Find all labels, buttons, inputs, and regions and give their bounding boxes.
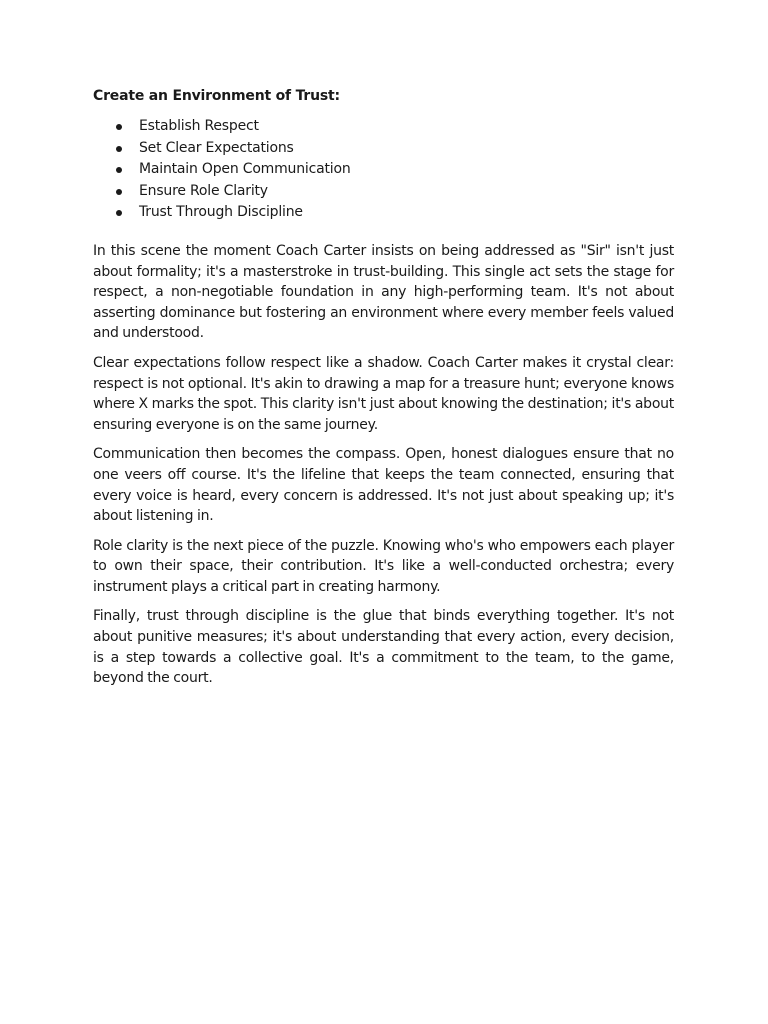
paragraph-respect: In this scene the moment Coach Carter insists on being addressed as "Sir" isn't just about formality; it's a masterstroke in trust-building. This single act sets the stage for respect, a non-negotiable foundation in any high-performing team. It's not about asserting dominance but fostering an environment where every member feels valued and understood. xyxy=(93,242,674,342)
bullet-item xyxy=(93,202,674,224)
paragraph-communication: Communication then becomes the compass. Open, honest dialogues ensure that no one veers off course. It's the lifeline that keeps the team connected, ensuring that every voice is heard, every concern is addressed. It's not just about speaking up; it's about listening in. xyxy=(93,446,674,525)
bullet-item xyxy=(93,181,674,203)
bullet-item xyxy=(93,116,674,138)
bullet-text: Ensure Role Clarity xyxy=(139,182,268,199)
bullet-dot-icon xyxy=(116,124,122,130)
bullet-dot-icon xyxy=(116,210,122,216)
bullet-text: Maintain Open Communication xyxy=(139,161,351,178)
paragraph-role-clarity: Role clarity is the next piece of the puzzle. Knowing who's who empowers each player to own their space, their contribution. It's like a well-conducted orchestra; every instrument plays a critical part in creating harmony. xyxy=(93,537,674,595)
bullet-dot-icon xyxy=(116,146,122,152)
bullet-item xyxy=(93,138,674,160)
bullet-text: Establish Respect xyxy=(139,118,259,134)
document-page xyxy=(93,86,674,698)
paragraph-discipline: Finally, trust through discipline is the glue that binds everything together. It's not about punitive measures; it's about understanding that every action, every decision, is a step towards a collective goal. It's a commitment to the team, to the game, beyond the court. xyxy=(93,608,674,687)
bullet-item xyxy=(93,159,674,181)
bullet-list xyxy=(93,116,674,224)
section-heading: Create an Environment of Trust: xyxy=(93,88,340,104)
bullet-text: Trust Through Discipline xyxy=(139,204,303,221)
bullet-dot-icon xyxy=(116,189,122,195)
paragraph-expectations: Clear expectations follow respect like a shadow. Coach Carter makes it crystal clear: respect is not optional. It's akin to drawing a map for a treasure hunt; everyone knows where X marks the spot. This clarity isn't just about knowing the destination; it's about ensuring everyone is on the same journey. xyxy=(93,354,674,433)
bullet-dot-icon xyxy=(116,167,122,173)
bullet-text: Set Clear Expectations xyxy=(139,139,294,156)
